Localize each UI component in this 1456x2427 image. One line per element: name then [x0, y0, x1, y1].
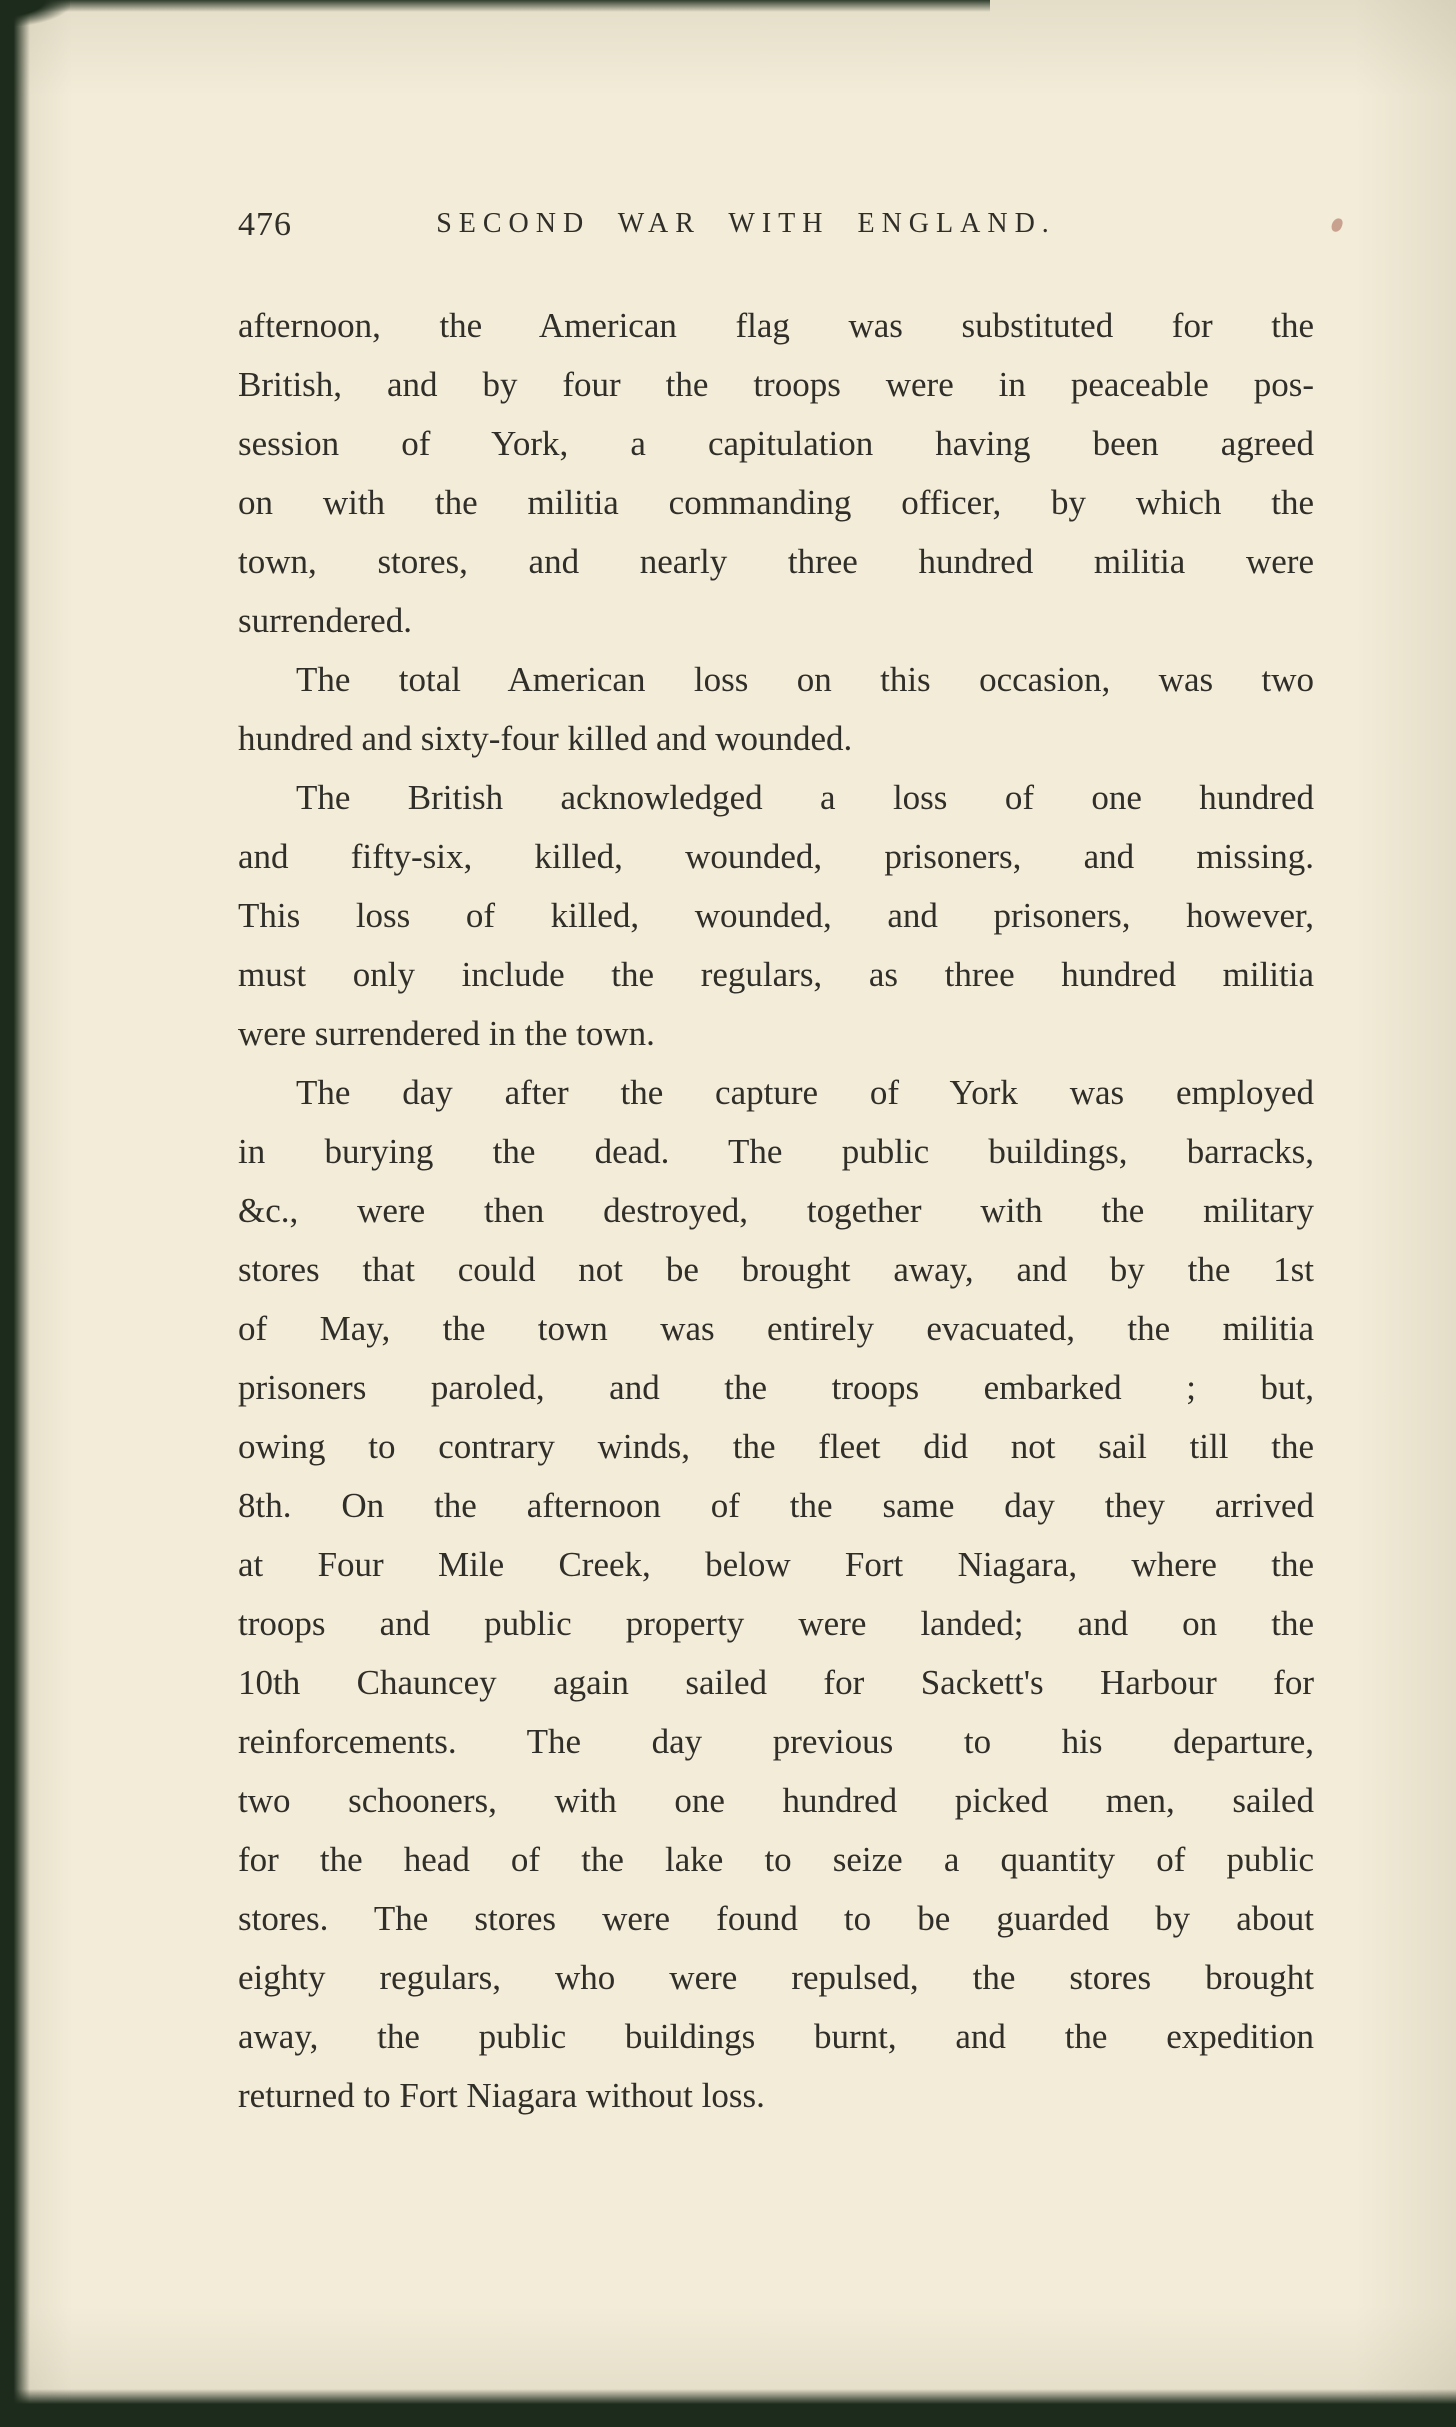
- text-line: prisoners paroled, and the troops embarked ; but,: [238, 1368, 1314, 1407]
- text-line: session of York, a capitulation having been agreed: [238, 424, 1314, 463]
- text-line: afternoon, the American flag was substituted for the: [238, 306, 1314, 345]
- page-content: [238, 206, 1314, 2125]
- text-line: owing to contrary winds, the fleet did not sail till the: [238, 1427, 1314, 1466]
- book-binding-edge: [0, 0, 30, 2427]
- text-line: stores. The stores were found to be guarded by about: [238, 1899, 1314, 1938]
- text-line: on with the militia commanding officer, by which the: [238, 483, 1314, 522]
- paragraph: [238, 296, 1314, 650]
- text-line: reinforcements. The day previous to his departure,: [238, 1722, 1314, 1761]
- text-line: &c., were then destroyed, together with the military: [238, 1191, 1314, 1230]
- text-line: in burying the dead. The public buildings, barracks,: [238, 1132, 1314, 1171]
- text-line: town, stores, and nearly three hundred militia were: [238, 542, 1314, 581]
- text-line: The British acknowledged a loss of one hundred: [296, 778, 1314, 817]
- text-line: hundred and sixty-four killed and wounded.: [238, 719, 853, 758]
- paragraph: [238, 768, 1314, 1063]
- text-line: must only include the regulars, as three hundred militia: [238, 955, 1314, 994]
- text-line: This loss of killed, wounded, and prisoners, however,: [238, 896, 1314, 935]
- text-line: The day after the capture of York was employed: [296, 1073, 1314, 1112]
- text-line: of May, the town was entirely evacuated, the militia: [238, 1309, 1314, 1348]
- paragraph: [238, 650, 1314, 768]
- page-header: [238, 206, 1314, 246]
- scan-edge-top: [0, 0, 990, 12]
- text-line: 10th Chauncey again sailed for Sackett's Harbour for: [238, 1663, 1314, 1702]
- text-line: The total American loss on this occasion, was two: [296, 660, 1314, 699]
- running-head: SECOND WAR WITH ENGLAND.: [436, 208, 1056, 239]
- text-line: surrendered.: [238, 601, 412, 640]
- scan-edge-bottom: [0, 2389, 1456, 2427]
- text-line: two schooners, with one hundred picked men, sailed: [238, 1781, 1314, 1820]
- text-line: for the head of the lake to seize a quantity of public: [238, 1840, 1314, 1879]
- text-line: away, the public buildings burnt, and the expedition: [238, 2017, 1314, 2056]
- text-line: troops and public property were landed; and on the: [238, 1604, 1314, 1643]
- text-line: stores that could not be brought away, and by the 1st: [238, 1250, 1314, 1289]
- body-text: [238, 296, 1314, 2125]
- paragraph: [238, 1063, 1314, 2125]
- text-line: and fifty-six, killed, wounded, prisoners, and missing.: [238, 837, 1314, 876]
- text-line: at Four Mile Creek, below Fort Niagara, where the: [238, 1545, 1314, 1584]
- text-line: were surrendered in the town.: [238, 1014, 655, 1053]
- text-line: eighty regulars, who were repulsed, the stores brought: [238, 1958, 1314, 1997]
- scan-edge-corner: [0, 0, 70, 26]
- text-line: British, and by four the troops were in peaceable pos-: [238, 365, 1314, 404]
- text-line: 8th. On the afternoon of the same day they arrived: [238, 1486, 1314, 1525]
- page-number: 476: [238, 206, 292, 243]
- text-line: returned to Fort Niagara without loss.: [238, 2076, 765, 2115]
- ink-mark: [1330, 217, 1344, 233]
